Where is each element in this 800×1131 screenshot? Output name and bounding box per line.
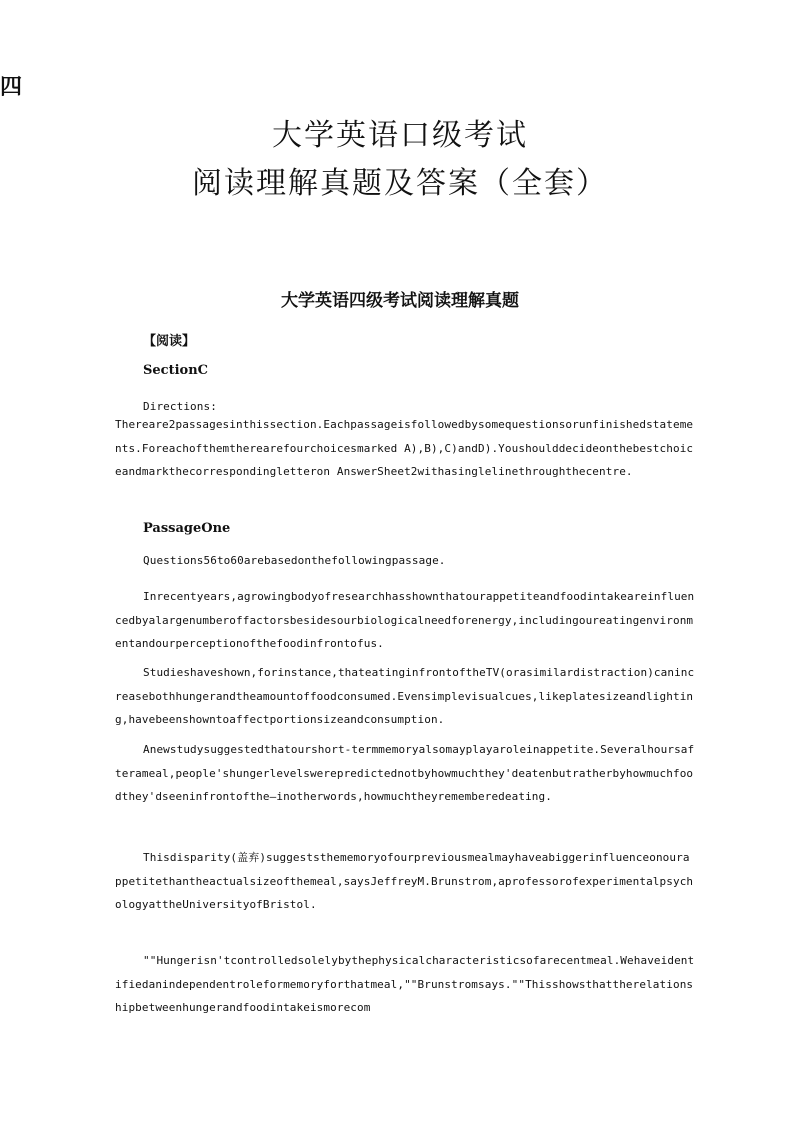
passage-paragraph-5: ""Hungerisn'tcontrolledsolelybythephysicalcharacteristicsofarecentmeal.Wehaveidentifiedanindependentroleformemoryforthatmeal,""Brunstromsays.""Thisshowsthattherelationshipbetweenhungerandfoodintakeismorecom — [115, 954, 695, 1014]
directions-body: Thereare2passagesinthissection.Eachpassageisfollowedbysomequestionsorunfinishedstatements.Foreachofthemtherearefourchoicesmarked A),B),C)andD).Youshoulddecideonthebestchoiceandmarkthecorrespondingletteron AnswerSheet2withasinglelinethroughthecentre. — [115, 418, 694, 478]
passage-paragraph-4: Thisdisparity(盖弃)suggeststhememoryofourpreviousmealmayhaveabiggerinfluenceonourappetitethantheactualsizeofthemeal,saysJeffreyM.Brunstrom,aprofessorofexperimentalpsychologyattheUniversityofBristol. — [115, 851, 694, 911]
document-title-line-1: 大学英语口级考试 — [272, 118, 528, 153]
passage-paragraph-1: Inrecentyears,agrowingbodyofresearchhasshownthatourappetiteandfoodintakeareinfluencedbyalargenumberoffactorsbesidesourbiologicalneedforenergy,includingoureatingenvironmentandourperceptionofthefoodinfrontofus. — [115, 590, 695, 650]
passage-paragraph-3: Anewstudysuggestedthatourshort-termmemoryalsomayplayaroleinappetite.Severalhoursafterameal,people'shungerlevelswerepredictednotbyhowmuchthey'deatenbutratherbyhowmuchfoodthey'dseeninfrontofthe—inotherwords,howmuchtheyrememberedeating. — [115, 743, 695, 803]
section-subtitle: 大学英语四级考试阅读理解真题 — [281, 291, 519, 311]
section-label: SectionC — [143, 363, 208, 378]
reading-label: 【阅读】 — [143, 334, 196, 349]
passage-paragraph-2: Studieshaveshown,forinstance,thateatinginfrontoftheTV(orasimilardistraction)canincreasebothhungerandtheamountoffoodconsumed.Evensimplevisualcues,likeplatesizeandlighting,havebeenshowntoaffectportionsizeandconsumption. — [115, 666, 695, 726]
passage-label: PassageOne — [143, 521, 231, 536]
corner-mark: 四 — [0, 74, 23, 100]
questions-intro: Questions56to60arebasedonthefollowingpassage. — [143, 554, 446, 567]
directions-heading: Directions: — [143, 400, 217, 413]
document-title-line-2: 阅读理解真题及答案（全套） — [192, 166, 608, 201]
